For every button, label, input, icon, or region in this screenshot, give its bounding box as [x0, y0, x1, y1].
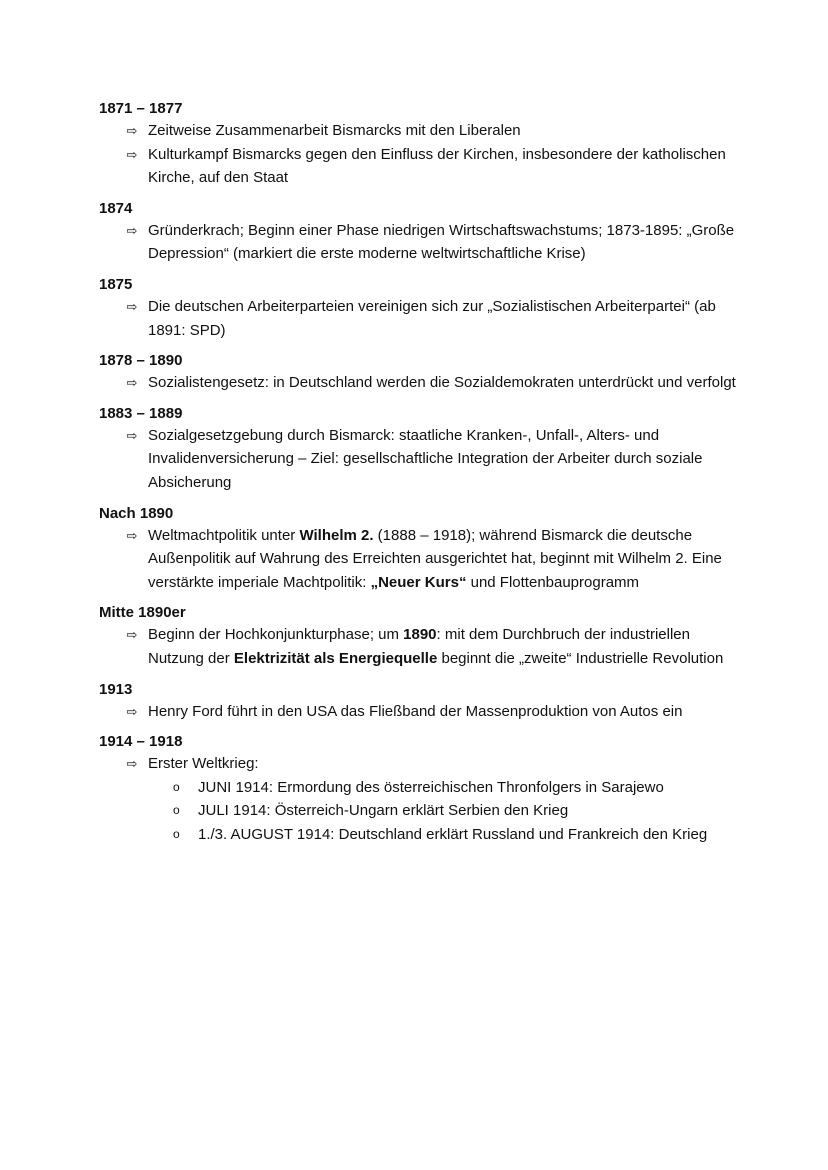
arrow-right-icon: ⇨ — [126, 756, 138, 772]
year-heading: Nach 1890 — [99, 504, 174, 522]
arrow-right-icon: ⇨ — [126, 427, 138, 443]
bullet-item — [99, 700, 739, 724]
year-heading: 1874 — [99, 199, 133, 217]
bold-text: „Neuer Kurs“ — [370, 573, 467, 591]
timeline-section — [99, 504, 739, 595]
year-heading: 1871 – 1877 — [99, 100, 183, 117]
text-run: Sozialgesetzgebung durch Bismarck: staatliche Kranken-, Unfall-, Alters- und Invalidenversicherung – Ziel: gesellschaftliche Integration der Arbeiter durch soziale Absicherung — [148, 426, 703, 491]
sub-bullet-item — [99, 823, 739, 847]
bold-text: Elektrizität als Energiequelle — [233, 649, 438, 667]
year-heading: 1875 — [99, 275, 133, 293]
timeline-section — [99, 351, 739, 395]
timeline-section — [99, 603, 739, 670]
arrow-right-icon: ⇨ — [126, 703, 138, 719]
year-heading: 1883 – 1889 — [99, 404, 183, 422]
sub-bullet-text: 1./3. AUGUST 1914: Deutschland erklärt Russland und Frankreich den Krieg — [198, 825, 708, 843]
year-heading: 1913 — [99, 680, 133, 698]
text-run: Die deutschen Arbeiterparteien vereinigen sich zur „Sozialistischen Arbeiterpartei“ (ab 1891: SPD) — [148, 297, 716, 339]
sub-bullet-text: JUNI 1914: Ermordung des österreichischen Thronfolgers in Sarajewo — [198, 778, 664, 796]
bullet-item — [99, 143, 739, 190]
bullet-item — [99, 295, 739, 342]
bullet-item — [99, 424, 739, 495]
bullet-item — [99, 524, 739, 595]
sub-bullet-item — [99, 776, 739, 800]
year-heading: 1914 – 1918 — [99, 733, 183, 751]
year-heading: 1878 – 1890 — [99, 352, 183, 370]
timeline-section — [99, 275, 739, 342]
text-run: Zeitweise Zusammenarbeit Bismarcks mit den Liberalen — [148, 122, 521, 139]
text-run: Henry Ford führt in den USA das Fließband der Massenproduktion von Autos ein — [148, 702, 683, 720]
circle-bullet-icon: o — [173, 803, 180, 818]
timeline-section — [99, 680, 739, 724]
circle-bullet-icon: o — [173, 779, 180, 794]
arrow-right-icon: ⇨ — [126, 146, 138, 162]
arrow-right-icon: ⇨ — [126, 627, 138, 643]
text-run: und Flottenbauprogramm — [466, 573, 640, 591]
text-run: Sozialistengesetz: in Deutschland werden die Sozialdemokraten unterdrückt und verfolgt — [148, 374, 736, 392]
text-run: beginnt die „zweite“ Industrielle Revolution — [437, 649, 724, 667]
text-run: Weltmachtpolitik unter — [148, 526, 300, 544]
bullet-item — [99, 371, 739, 395]
arrow-right-icon: ⇨ — [126, 222, 138, 238]
text-run: Erster Weltkrieg: — [148, 755, 259, 773]
arrow-right-icon: ⇨ — [126, 123, 138, 138]
circle-bullet-icon: o — [173, 826, 180, 841]
text-run: Beginn der Hochkonjunkturphase; um — [148, 626, 404, 644]
text-run: Kulturkampf Bismarcks gegen den Einfluss der Kirchen, insbesondere der katholischen Kirche, auf den Staat — [148, 145, 726, 187]
timeline — [99, 99, 739, 855]
timeline-section — [99, 404, 739, 495]
text-run: : mit dem Durchbruch der industriellen Nutzung der — [148, 626, 690, 667]
year-heading: Mitte 1890er — [99, 604, 186, 622]
text-run: (1888 – 1918); während Bismarck die deutsche Außenpolitik auf Wahrung des Erreichten ausgerichtet hat, beginnt mit Wilhelm 2. Eine verstärkte imperiale Machtpolitik: — [148, 526, 722, 591]
arrow-right-icon: ⇨ — [126, 527, 138, 543]
bullet-item — [99, 752, 739, 776]
sub-bullet-item — [99, 799, 739, 823]
timeline-section — [99, 732, 739, 846]
bold-text: Wilhelm 2. — [299, 526, 374, 544]
text-run: Gründerkrach; Beginn einer Phase niedrigen Wirtschaftswachstums; 1873-1895: „Große Depression“ (markiert die erste moderne weltwirtschaftliche Krise) — [148, 221, 735, 263]
bold-text: 1890 — [403, 626, 437, 644]
arrow-right-icon: ⇨ — [126, 375, 138, 391]
timeline-section — [99, 99, 739, 190]
bullet-item — [99, 119, 739, 143]
bullet-item — [99, 623, 739, 670]
bullet-item — [99, 219, 739, 266]
arrow-right-icon: ⇨ — [126, 298, 138, 314]
timeline-section — [99, 199, 739, 266]
sub-bullet-text: JULI 1914: Österreich-Ungarn erklärt Serbien den Krieg — [198, 802, 569, 820]
